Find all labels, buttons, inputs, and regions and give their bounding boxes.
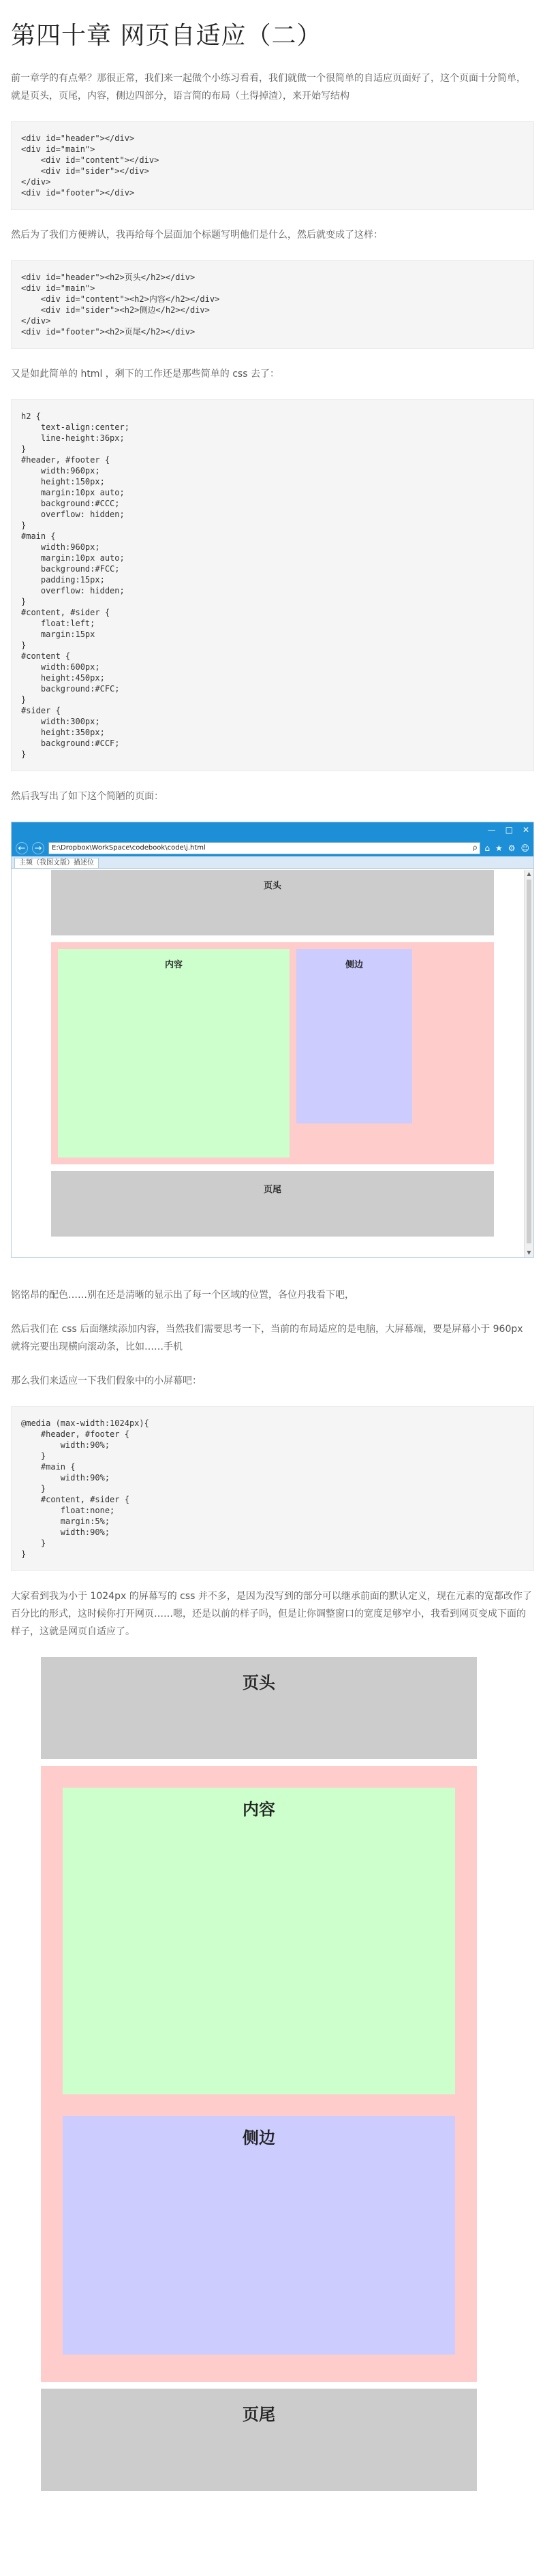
paragraph-css: 又是如此简单的 html ，剩下的工作还是那些简单的 css 去了： [11, 369, 279, 379]
browser-address-row [12, 840, 533, 856]
demo-sider-block [296, 949, 412, 1123]
browser-tab-label: 主频（我图文版）描述位 [19, 859, 94, 867]
demo-header-label: 页头 [263, 881, 281, 891]
code-block-titles: <div id="header"><h2>页头</h2></div> <div id="main"> <div id="content"><h2>内容</h2></div> <div id="sider"><h2>侧边</h2></div> </div> <div id="footer"><h2>页尾</h2></div> [11, 260, 534, 349]
browser-screenshot [11, 822, 534, 1258]
back-icon[interactable]: ← [16, 842, 28, 854]
browser-viewport [12, 870, 524, 1257]
demo-content-label: 内容 [164, 960, 183, 970]
paragraph-titles: 然后为了我们方便辨认，我再给每个层面加个标题写明他们是什么，然后就变成了这样： [11, 230, 383, 240]
code-block-css: h2 { text-align:center; line-height:36px; } #header, #footer { width:960px; height:150px; margin:10px auto; background:#CCC; overflow: hidden; } #main { width:960px; margin:10px auto; background:#FCC; padding:15px; overflow: hidden; } #content, #sider { float:left; margin:15px } #content { width:600px; height:450px; background:#CFC; } #sider { width:300px; height:350px; background:#CCF; } [11, 399, 534, 771]
maximize-icon[interactable]: □ [505, 825, 513, 835]
mobile-header-label: 页头 [243, 1673, 275, 1692]
demo-sider-label: 侧边 [345, 960, 363, 970]
code-block-structure: <div id="header"></div> <div id="main"> <div id="content"></div> <div id="sider"></div> </div> <div id="footer"></div> [11, 121, 534, 210]
demo-content-block [58, 949, 290, 1158]
mobile-sider-label: 侧边 [243, 2128, 275, 2147]
scroll-up-icon[interactable]: ▲ [527, 871, 531, 877]
browser-tabbar [12, 856, 533, 869]
minimize-icon[interactable]: — [487, 825, 496, 835]
smile-icon[interactable]: ☺ [520, 843, 529, 853]
home-icon[interactable]: ⌂ [484, 843, 490, 853]
scrollbar-thumb[interactable] [527, 880, 531, 1243]
close-icon[interactable]: ✕ [522, 825, 529, 835]
mobile-content-block [63, 1788, 455, 2094]
url-text: E:\Dropbox\WorkSpace\codebook\code\j.html [52, 844, 206, 852]
paragraph-small-screen: 那么我们来适应一下我们假象中的小屏幕吧： [11, 1376, 202, 1386]
browser-tab[interactable] [14, 858, 99, 868]
demo-header-block [51, 870, 494, 935]
gear-icon[interactable]: ⚙ [508, 843, 516, 853]
paragraph-media: 然后我们在 css 后面继续添加内容，当然我们需要思考一下，当前的布局适应的是电脑，大屏幕端，要是屏幕小于 960px 就将完要出现横向滚动条，比如……手机 [11, 1324, 523, 1352]
mobile-sider-block [63, 2116, 455, 2355]
paragraph-result: 然后我写出了如下这个简陋的页面： [11, 791, 164, 802]
scroll-down-icon[interactable]: ▼ [527, 1250, 531, 1256]
mobile-footer-label: 页尾 [243, 2404, 275, 2424]
mobile-main-block [41, 1766, 477, 2382]
star-icon[interactable]: ★ [495, 843, 503, 853]
paragraph-explanation: 大家看到我为小于 1024px 的屏幕写的 css 并不多，是因为没写到的部分可以继承前面的默认定义，现在元素的宽都改作了百分比的形式，这时候你打开网页……嗯，还是以前的样子吗，但是让你调整窗口的宽度足够窄小，我看到网页变成下面的样子，这就是网页自适应了。 [11, 1591, 532, 1637]
browser-titlebar [12, 822, 533, 840]
mobile-demo [11, 1657, 534, 2498]
search-icon[interactable]: ρ [472, 844, 478, 852]
url-input[interactable] [48, 842, 480, 854]
mobile-content-label: 内容 [243, 1799, 275, 1819]
paragraph-colors: 铭铭昂的配色……别在还是清晰的显示出了每一个区域的位置，各位丹我看下吧， [11, 1290, 354, 1301]
mobile-footer-block [41, 2389, 477, 2491]
intro-paragraph: 前一章学的有点晕？那很正常，我们来一起做个小练习看看，我们就做一个很简单的自适应页面好了，这个页面十分简单，就是页头，页尾，内容，侧边四部分，语言简的布局（土得掉渣），来开始写结构 [11, 73, 526, 102]
code-block-media-query: @media (max-width:1024px){ #header, #footer { width:90%; } #main { width:90%; } #content, #sider { float:none; margin:5%; width:90%; } } [11, 1406, 534, 1571]
forward-icon[interactable]: → [32, 842, 44, 854]
page-title: 第四十章 网页自适应（二） [11, 22, 322, 50]
demo-footer-block [51, 1171, 494, 1237]
demo-main-block [51, 942, 494, 1164]
mobile-header-block [41, 1657, 477, 1759]
browser-scrollbar[interactable] [524, 870, 533, 1257]
demo-footer-label: 页尾 [263, 1185, 281, 1195]
